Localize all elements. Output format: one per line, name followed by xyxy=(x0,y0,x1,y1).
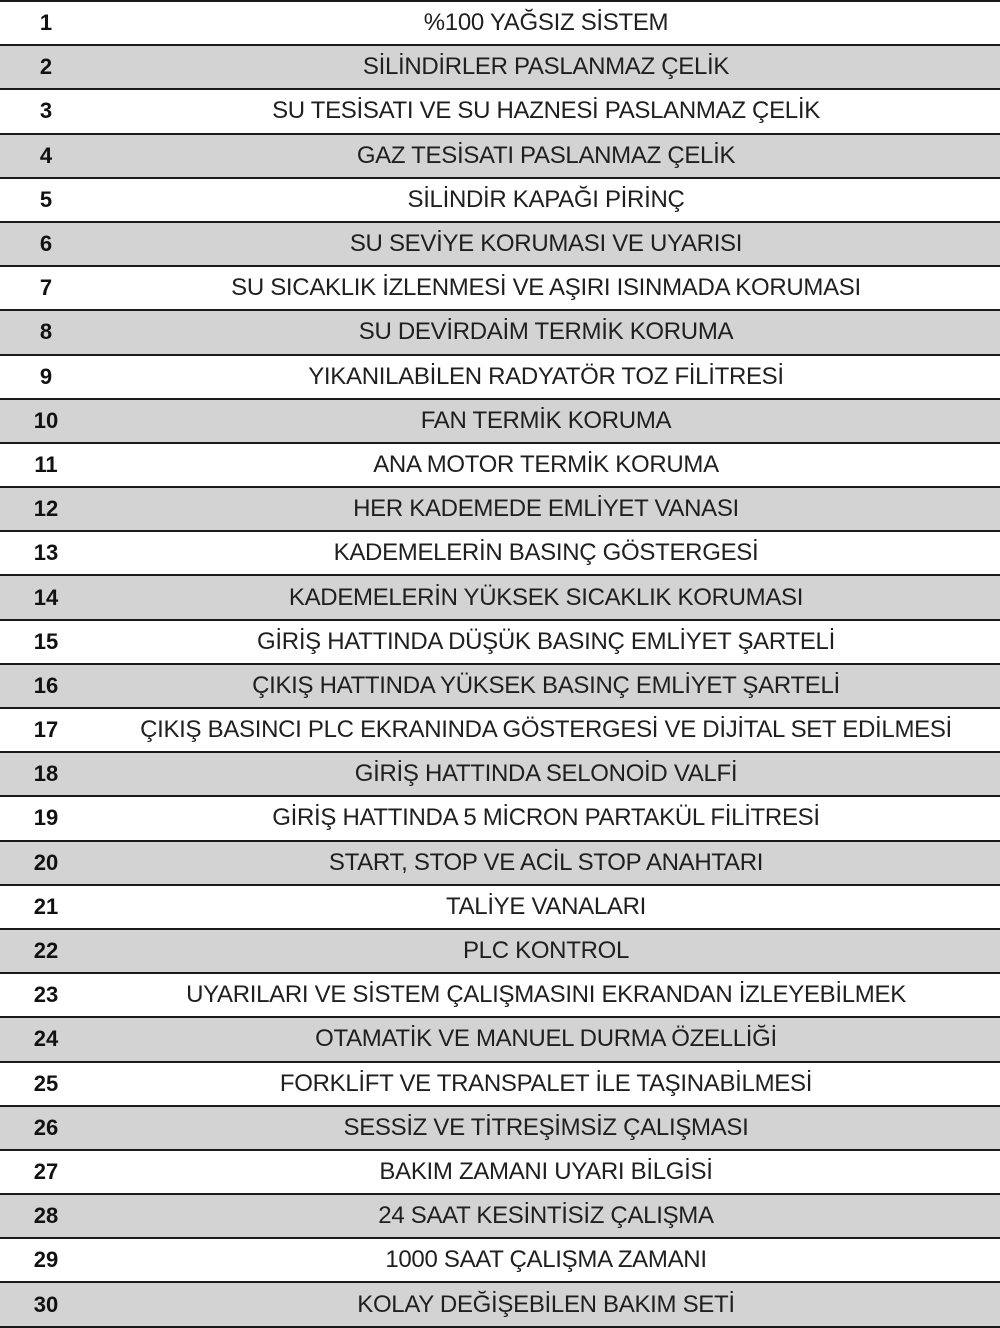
table-row xyxy=(0,1063,1000,1107)
table-row xyxy=(0,797,1000,841)
table-row xyxy=(0,223,1000,267)
row-text: SESSİZ VE TİTREŞİMSİZ ÇALIŞMASI xyxy=(343,1113,749,1141)
row-number: 11 xyxy=(34,451,58,477)
table-row xyxy=(0,1283,1000,1327)
table-row xyxy=(0,356,1000,400)
table-row xyxy=(0,576,1000,620)
row-number: 18 xyxy=(33,761,59,787)
row-text: GİRİŞ HATTINDA DÜŞÜK BASINÇ EMLİYET ŞARTELİ xyxy=(257,627,835,655)
table-row xyxy=(0,532,1000,576)
row-number: 27 xyxy=(33,1158,59,1184)
row-text: KADEMELERİN BASINÇ GÖSTERGESİ xyxy=(333,539,759,567)
row-text: 1000 SAAT ÇALIŞMA ZAMANI xyxy=(385,1246,707,1274)
table-row xyxy=(0,267,1000,311)
row-text: %100 YAĞSIZ SİSTEM xyxy=(423,9,669,37)
table-row xyxy=(0,665,1000,709)
row-number: 24 xyxy=(33,1026,59,1052)
row-number: 15 xyxy=(33,628,59,654)
row-text: UYARILARI VE SİSTEM ÇALIŞMASINI EKRANDAN İZLEYEBİLMEK xyxy=(186,981,906,1009)
table-row xyxy=(0,753,1000,797)
row-text: SİLİNDİR KAPAĞI PİRİNÇ xyxy=(407,185,685,213)
row-text: YIKANILABİLEN RADYATÖR TOZ FİLİTRESİ xyxy=(308,362,784,390)
row-number: 26 xyxy=(33,1114,59,1140)
table-row xyxy=(0,311,1000,355)
table-row xyxy=(0,488,1000,532)
row-number: 5 xyxy=(39,186,53,212)
table-row xyxy=(0,930,1000,974)
row-number: 21 xyxy=(33,893,59,919)
row-number: 4 xyxy=(39,142,53,168)
table-row xyxy=(0,90,1000,134)
table-row xyxy=(0,2,1000,46)
row-number: 30 xyxy=(33,1291,59,1317)
row-number: 22 xyxy=(33,938,59,964)
row-number: 25 xyxy=(33,1070,59,1096)
row-text: SİLİNDİRLER PASLANMAZ ÇELİK xyxy=(362,53,730,81)
row-text: GİRİŞ HATTINDA SELONOİD VALFİ xyxy=(354,760,738,788)
table-row xyxy=(0,1018,1000,1062)
row-text: BAKIM ZAMANI UYARI BİLGİSİ xyxy=(379,1157,713,1185)
row-number: 9 xyxy=(39,363,53,389)
table-row xyxy=(0,1107,1000,1151)
table-row xyxy=(0,46,1000,90)
row-text: ÇIKIŞ HATTINDA YÜKSEK BASINÇ EMLİYET ŞARTELİ xyxy=(252,671,840,699)
row-number: 20 xyxy=(33,849,59,875)
table-row xyxy=(0,1239,1000,1283)
row-number: 2 xyxy=(39,54,53,80)
row-text: GİRİŞ HATTINDA 5 MİCRON PARTAKÜL FİLİTRESİ xyxy=(272,804,820,832)
row-text: KOLAY DEĞİŞEBİLEN BAKIM SETİ xyxy=(357,1290,735,1318)
row-number: 28 xyxy=(33,1203,59,1229)
row-text: SU SICAKLIK İZLENMESİ VE AŞIRI ISINMADA KORUMASI xyxy=(231,274,861,302)
row-text: SU DEVİRDAİM TERMİK KORUMA xyxy=(358,318,734,346)
row-text: ANA MOTOR TERMİK KORUMA xyxy=(373,450,719,478)
row-number: 16 xyxy=(33,672,59,698)
table-row xyxy=(0,709,1000,753)
row-number: 19 xyxy=(33,805,59,831)
table-row xyxy=(0,621,1000,665)
row-number: 14 xyxy=(33,584,59,610)
table-row xyxy=(0,974,1000,1018)
row-text: SU SEVİYE KORUMASI VE UYARISI xyxy=(349,230,743,258)
row-text: FORKLİFT VE TRANSPALET İLE TAŞINABİLMESİ xyxy=(279,1069,813,1097)
table-row xyxy=(0,135,1000,179)
table-row xyxy=(0,1195,1000,1239)
row-number: 8 xyxy=(39,319,53,345)
row-number: 17 xyxy=(33,717,59,743)
table-row xyxy=(0,444,1000,488)
row-number: 6 xyxy=(39,231,53,257)
row-text: HER KADEMEDE EMLİYET VANASI xyxy=(353,495,739,523)
row-text: OTAMATİK VE MANUEL DURMA ÖZELLİĞİ xyxy=(315,1025,777,1053)
row-number: 12 xyxy=(33,496,59,522)
row-number: 13 xyxy=(33,540,59,566)
row-text: SU TESİSATI VE SU HAZNESİ PASLANMAZ ÇELİK xyxy=(272,97,820,125)
row-text: TALİYE VANALARI xyxy=(445,892,647,920)
row-number: 10 xyxy=(33,407,59,433)
row-text: ÇIKIŞ BASINCI PLC EKRANINDA GÖSTERGESİ VE DİJİTAL SET EDİLMESİ xyxy=(140,716,952,744)
table-row xyxy=(0,400,1000,444)
row-text: GAZ TESİSATI PASLANMAZ ÇELİK xyxy=(356,141,736,169)
row-text: PLC KONTROL xyxy=(462,937,630,965)
row-text: FAN TERMİK KORUMA xyxy=(420,406,672,434)
table-row xyxy=(0,886,1000,930)
row-number: 3 xyxy=(39,98,53,124)
row-text: 24 SAAT KESİNTİSİZ ÇALIŞMA xyxy=(378,1202,714,1230)
table-row xyxy=(0,842,1000,886)
table-row xyxy=(0,1151,1000,1195)
row-number: 29 xyxy=(33,1247,59,1273)
row-text: KADEMELERİN YÜKSEK SICAKLIK KORUMASI xyxy=(288,583,804,611)
row-number: 7 xyxy=(39,275,53,301)
table-row xyxy=(0,179,1000,223)
row-number: 23 xyxy=(33,982,59,1008)
row-number: 1 xyxy=(39,10,53,36)
row-text: START, STOP VE ACİL STOP ANAHTARI xyxy=(328,848,764,876)
